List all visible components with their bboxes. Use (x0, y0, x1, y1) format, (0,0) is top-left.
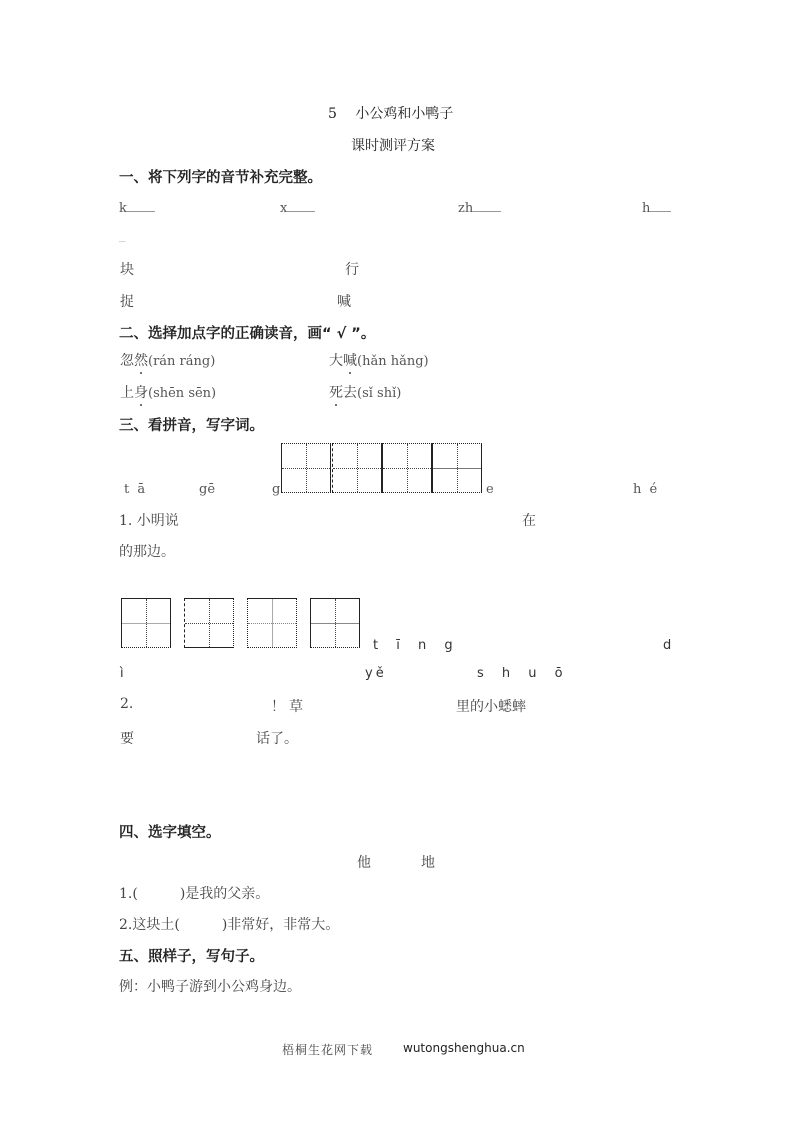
syllable-zh: zh (458, 199, 501, 216)
footer-site-cn: 梧桐生花网下载 (282, 1043, 374, 1057)
pinyin-d: d (663, 638, 679, 653)
blank-line[interactable] (650, 199, 671, 212)
choice-ta: 他 (357, 855, 371, 871)
writing-grid-row1 (281, 443, 482, 493)
example-sentence: 例：小鸭子游到小公鸡身边。 (119, 979, 301, 995)
char-han: 喊 (337, 294, 351, 310)
writing-cell[interactable] (310, 598, 360, 648)
pinyin-options[interactable]: (sǐ shǐ) (357, 386, 402, 401)
pinyin-options[interactable]: (rán ráng) (148, 354, 216, 369)
sentence1-part-c: 的那边。 (119, 544, 175, 560)
sentence2-part-e: 话了。 (256, 731, 298, 747)
sentence2-part-c: 里的小蟋蟀 (456, 699, 526, 715)
sentence1-part-b: 在 (522, 513, 536, 529)
writing-cell[interactable] (184, 598, 234, 648)
pinyin-ting: t ī n g (373, 638, 460, 653)
pinyin-g: g (272, 482, 281, 497)
sentence1-part-a: 1. 小明说 (119, 513, 179, 529)
lesson-number: 5 (328, 106, 337, 122)
section3-heading: 三、看拼音，写字词。 (119, 418, 264, 434)
lesson-name: 小公鸡和小鸭子 (355, 106, 454, 122)
syllable-k: k (119, 199, 155, 216)
pinyin-he: h é (633, 482, 660, 497)
syllable-x: x (280, 199, 315, 216)
sentence2-part-b: ！草 (271, 699, 307, 715)
writing-cell[interactable] (247, 598, 297, 648)
overflow-mark: _ (119, 228, 126, 243)
fill-item-1: 1.( )是我的父亲。 (119, 886, 270, 902)
pinyin-ge: gē (199, 482, 216, 497)
pinyin-shuo: s h u ō (477, 666, 570, 681)
writing-cell[interactable] (121, 598, 171, 648)
sentence2-part-d: 要 (120, 731, 134, 747)
fill-item-2: 2.这块土( )非常好，非常大。 (119, 917, 340, 933)
choice-item: 上身(shēn sēn) (120, 385, 217, 401)
char-kuai: 块 (120, 262, 134, 278)
pinyin-ye: yě (365, 666, 387, 681)
blank-line[interactable] (127, 199, 155, 212)
choice-item: 死去(sǐ shǐ) (329, 385, 402, 401)
char-zhuo: 捉 (120, 294, 134, 310)
pinyin-options[interactable]: (hǎn hǎng) (357, 354, 429, 369)
section2-heading: 二、选择加点字的正确读音，画“ √ ”。 (119, 326, 376, 342)
section4-heading: 四、选字填空。 (119, 825, 221, 841)
pinyin-ta: t ā (124, 482, 148, 497)
pinyin-i: ì (120, 666, 131, 681)
writing-cell[interactable] (382, 443, 432, 493)
char-xing: 行 (345, 262, 359, 278)
blank-line[interactable] (287, 199, 315, 212)
sentence2-part-a: 2. (120, 696, 134, 712)
pinyin-options[interactable]: (shēn sēn) (148, 386, 217, 401)
syllable-h: h (642, 199, 671, 216)
writing-grid-row2 (121, 598, 360, 648)
blank-line[interactable] (473, 199, 501, 212)
writing-cell[interactable] (432, 443, 482, 493)
writing-cell[interactable] (281, 443, 331, 493)
lesson-title (328, 103, 453, 123)
footer-site-en[interactable]: wutongshenghua.cn (403, 1041, 525, 1055)
pinyin-e: e (486, 482, 494, 497)
choice-di: 地 (421, 855, 435, 871)
choice-item: 忽然(rán ráng) (120, 353, 216, 369)
writing-cell[interactable] (332, 443, 382, 493)
subtitle: 课时测评方案 (351, 138, 435, 154)
section1-heading: 一、将下列字的音节补充完整。 (119, 170, 322, 186)
section5-heading: 五、照样子，写句子。 (119, 949, 264, 965)
choice-item: 大喊(hǎn hǎng) (329, 353, 429, 369)
